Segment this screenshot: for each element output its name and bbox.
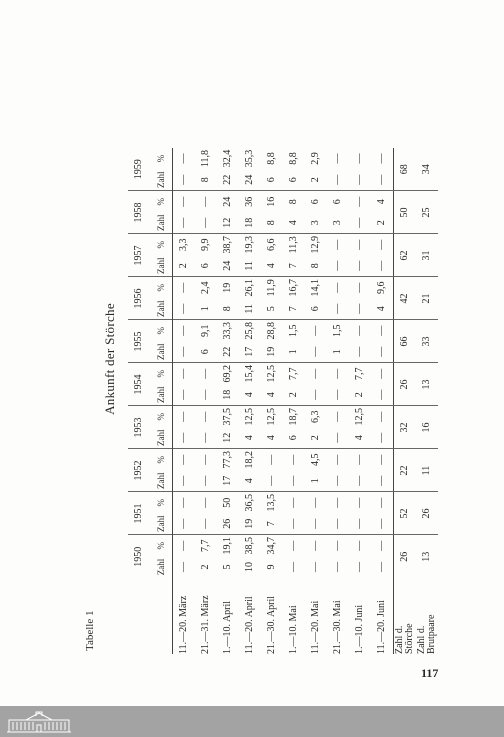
count-cell: — [327,384,349,406]
percent-cell: 28,8 [266,322,277,340]
count-cell: — [327,298,349,320]
count-cell: — [327,427,349,449]
percent-subheader: % [150,363,173,384]
percent-cell: 34,7 [266,537,277,555]
summary-value: 26 [394,535,417,578]
percent-subheader: % [150,234,173,255]
count-cell: 1 [327,341,349,363]
summary-row [416,148,438,654]
count-cell: — [349,513,371,535]
percent-cell: — [354,325,365,336]
count-cell: 5 [222,564,233,570]
count-cell: — [332,562,343,572]
count-cell: — [173,513,196,535]
summary-value: 13 [421,551,432,562]
count-cell: — [173,169,196,191]
count-cell: 4 [261,384,283,406]
percent-subheader: % [150,277,173,298]
row-label: 11.—20. Juni [376,600,387,654]
count-subheader: Zahl [150,513,173,535]
percent-cell: — [266,454,277,465]
count-cell: 2 [305,169,327,191]
percent-cell: 12,9 [310,236,321,254]
percent-cell: 9,1 [200,324,211,337]
count-cell: — [349,169,371,191]
count-cell: — [371,513,394,535]
percent-cell: — [200,497,211,508]
count-cell: 8 [305,255,327,277]
summary-value: 22 [394,449,417,492]
count-cell: 7 [261,513,283,535]
count-cell: 4 [349,427,371,449]
count-subheader: Zahl [150,427,173,449]
count-cell: 2 [283,384,305,406]
count-cell: 18 [239,212,261,234]
percent-cell: 50 [222,497,233,508]
percent-cell: 25,8 [244,322,255,340]
percent-cell: — [354,282,365,293]
percent-cell: — [178,540,189,551]
count-cell: — [327,169,349,191]
count-cell: 11 [239,298,261,320]
percent-cell: 8 [288,199,299,205]
percent-cell: 15,4 [244,365,255,383]
percent-cell: — [354,497,365,508]
count-cell: 24 [239,169,261,191]
count-cell: 17 [239,341,261,363]
count-cell: 6 [283,169,305,191]
percent-cell: — [310,368,321,379]
percent-cell: — [332,368,343,379]
count-cell: — [305,384,327,406]
count-cell: 22 [217,341,239,363]
row-label: 11.—20. März [178,595,189,654]
year-header: 1954 [128,363,150,406]
percent-cell: — [178,454,189,465]
count-cell: 9 [266,564,277,570]
percent-cell: 36,5 [244,494,255,512]
percent-cell: — [376,454,387,465]
percent-cell: — [354,239,365,250]
count-cell: — [195,513,217,535]
table-row [195,148,217,654]
summary-value: 26 [416,492,438,535]
percent-cell: — [178,196,189,207]
count-cell: 6 [195,341,217,363]
count-cell: 2 [371,212,394,234]
year-header: 1950 [133,546,144,567]
percent-cell: 37,5 [222,408,233,426]
percent-cell: — [376,411,387,422]
count-cell: 1 [195,298,217,320]
percent-cell: 18,2 [244,451,255,469]
percent-cell: 11,3 [288,236,299,254]
percent-cell: 69,2 [222,365,233,383]
library-footer-bar [0,706,504,737]
count-cell: 2 [200,564,211,570]
count-cell: 6 [305,298,327,320]
count-cell: — [371,384,394,406]
count-cell: — [327,513,349,535]
percent-cell: — [332,497,343,508]
percent-cell: 6,6 [266,238,277,251]
year-header: 1956 [128,277,150,320]
count-subheader: Zahl [150,255,173,277]
percent-cell: 1,5 [332,324,343,337]
percent-cell: 12,5 [266,365,277,383]
percent-subheader: % [150,535,173,556]
year-header: 1957 [128,234,150,277]
count-cell: 2 [305,427,327,449]
count-subheader: Zahl [150,212,173,234]
summary-value: 32 [394,406,417,449]
percent-cell: — [376,540,387,551]
row-label: 21.—31. März [200,595,211,654]
percent-subheader: % [150,406,173,427]
table-row [371,148,394,654]
count-cell: — [310,562,321,572]
summary-value: 11 [416,449,438,492]
percent-cell: 2,9 [310,152,321,165]
year-header: 1953 [128,406,150,449]
count-cell: — [173,470,196,492]
percent-cell: 6 [310,199,321,205]
percent-cell: 19,3 [244,236,255,254]
count-cell: — [173,384,196,406]
count-cell: 12 [217,212,239,234]
year-header: 1958 [128,191,150,234]
count-subheader: Zahl [150,470,173,492]
table-heading: Ankunft der Störche [102,303,117,415]
count-cell: 6 [283,427,305,449]
percent-cell: 36 [244,196,255,207]
percent-cell: — [200,454,211,465]
summary-value: 52 [394,492,417,535]
percent-cell: — [354,454,365,465]
percent-cell: 38,7 [222,236,233,254]
percent-cell: 11,8 [200,149,211,168]
percent-cell: 8,8 [288,152,299,165]
count-cell: — [349,212,371,234]
row-label: 11.—20. April [244,596,255,654]
row-label: 1.—10. April [222,600,233,654]
summary-value: 42 [394,277,417,320]
count-cell: — [371,255,394,277]
summary-value: 25 [416,191,438,234]
table-row [327,148,349,654]
percent-cell: — [376,153,387,164]
count-cell: — [178,562,189,572]
percent-cell: — [200,368,211,379]
row-label: 11.—20. Mai [310,600,321,654]
percent-cell: — [178,411,189,422]
count-cell: — [173,212,196,234]
count-cell: 6 [195,255,217,277]
percent-cell: 4,5 [310,453,321,466]
count-cell: — [349,470,371,492]
percent-cell: 6 [332,199,343,205]
count-cell: 1 [305,470,327,492]
percent-cell: — [376,239,387,250]
subheader-row [150,148,173,654]
count-cell: 4 [371,298,394,320]
table-row [173,148,196,654]
count-cell: 24 [217,255,239,277]
percent-cell: 12,5 [244,408,255,426]
percent-cell: 26,1 [244,279,255,297]
stork-arrival-table [128,148,438,654]
percent-subheader: % [150,191,173,212]
percent-subheader: % [150,148,173,169]
count-cell: 4 [239,427,261,449]
count-cell: — [327,470,349,492]
count-cell: 1 [283,341,305,363]
percent-cell: — [376,497,387,508]
percent-cell: — [332,454,343,465]
count-cell: — [371,169,394,191]
count-subheader: Zahl [150,169,173,191]
percent-cell: 16,7 [288,279,299,297]
summary-label-line2: Störche [404,623,415,654]
count-cell: — [195,384,217,406]
summary-value: 16 [416,406,438,449]
percent-cell: — [332,540,343,551]
count-cell: — [327,255,349,277]
percent-cell: 13,5 [266,494,277,512]
count-cell: — [195,212,217,234]
count-cell: 4 [239,384,261,406]
count-cell: — [376,562,387,572]
percent-cell: 18,7 [288,408,299,426]
percent-cell: 2,4 [200,281,211,294]
summary-value: 50 [394,191,417,234]
row-label: 21.—30. Mai [332,600,343,654]
table-row [305,148,327,654]
percent-cell: 9,9 [200,238,211,251]
percent-subheader: % [150,449,173,470]
percent-cell: 32,4 [222,149,233,168]
summary-label-line2: Brutpaare [426,614,437,654]
count-cell: — [349,255,371,277]
percent-cell: — [178,282,189,293]
summary-value: 26 [394,363,417,406]
percent-cell: 1,5 [288,324,299,337]
table-row [217,148,239,654]
count-subheader: Zahl [150,341,173,363]
percent-cell: 8,8 [266,152,277,165]
summary-value: 34 [416,148,438,191]
summary-label [416,578,438,654]
percent-cell: 16 [266,196,277,207]
count-subheader: Zahl [150,384,173,406]
percent-cell: — [332,282,343,293]
percent-cell: 7,7 [288,367,299,380]
percent-cell: 7,7 [354,367,365,380]
row-label: 21.—30. April [266,595,277,654]
count-cell: 8 [195,169,217,191]
count-cell: — [173,341,196,363]
percent-cell: 35,3 [244,149,255,168]
count-cell: — [349,341,371,363]
corner-cell-sub [150,578,173,654]
count-cell: 26 [217,513,239,535]
percent-cell: — [288,497,299,508]
year-header-row [128,148,150,654]
row-label: 1.—10. Juni [354,604,365,654]
count-cell: — [354,562,365,572]
count-cell: 5 [261,298,283,320]
corner-cell [128,578,150,654]
count-cell: — [288,562,299,572]
count-cell: 17 [217,470,239,492]
percent-cell: — [354,540,365,551]
count-cell: 4 [261,427,283,449]
count-cell: — [173,427,196,449]
count-cell: 4 [283,212,305,234]
percent-cell: — [178,153,189,164]
count-cell: 3 [327,212,349,234]
count-subheader: Zahl [150,298,173,320]
percent-subheader: % [150,320,173,341]
summary-row [394,148,417,654]
count-cell: — [283,470,305,492]
count-cell: 19 [239,513,261,535]
count-cell: 4 [261,255,283,277]
count-cell: — [261,470,283,492]
percent-cell: 9,6 [376,281,387,294]
percent-cell: — [288,540,299,551]
percent-cell: — [200,411,211,422]
summary-value: 21 [416,277,438,320]
count-cell: 8 [261,212,283,234]
year-header: 1955 [128,320,150,363]
summary-label-line1: Zahl d. [416,625,427,654]
summary-value: 31 [416,234,438,277]
summary-value: 13 [416,363,438,406]
percent-cell: — [332,239,343,250]
count-cell: 4 [239,470,261,492]
percent-cell: 12,5 [266,408,277,426]
percent-cell: — [288,454,299,465]
summary-label-line1: Zahl d. [394,625,405,654]
percent-cell: — [332,153,343,164]
count-cell: — [305,341,327,363]
table-row [349,148,371,654]
percent-cell: 12,5 [354,408,365,426]
percent-cell: — [200,196,211,207]
percent-cell: — [354,153,365,164]
percent-cell: — [310,325,321,336]
count-cell: — [305,513,327,535]
percent-cell: 4 [376,199,387,205]
count-cell: 22 [217,169,239,191]
percent-cell: — [332,411,343,422]
percent-cell: 38,5 [244,537,255,555]
percent-cell: 19 [222,282,233,293]
year-header: 1952 [128,449,150,492]
percent-cell: 3,3 [178,238,189,251]
year-header: 1951 [128,492,150,535]
count-cell: 12 [217,427,239,449]
summary-value: 66 [394,320,417,363]
library-building-logo [6,710,72,733]
percent-subheader: % [150,492,173,513]
count-cell: — [173,298,196,320]
percent-cell: 77,3 [222,451,233,469]
rotated-table-region [84,64,464,654]
table-row [283,148,305,654]
count-cell: — [371,427,394,449]
year-header: 1959 [128,148,150,191]
percent-cell: — [354,196,365,207]
percent-cell: 6,3 [310,410,321,423]
percent-cell: — [310,497,321,508]
count-cell: 10 [244,562,255,572]
count-cell: — [195,470,217,492]
percent-cell: 14,1 [310,279,321,297]
summary-value: 62 [394,234,417,277]
row-label: 1.—10. Mai [288,605,299,654]
count-cell: — [371,470,394,492]
count-cell: 7 [283,298,305,320]
count-cell: 11 [239,255,261,277]
count-cell: 19 [261,341,283,363]
percent-cell: 7,7 [200,539,211,552]
count-cell: — [371,341,394,363]
count-cell: 6 [261,169,283,191]
count-cell: — [283,513,305,535]
percent-cell: — [178,368,189,379]
percent-cell: — [376,368,387,379]
percent-cell: — [310,540,321,551]
table-row [239,148,261,654]
summary-value: 68 [394,148,417,191]
percent-cell: — [376,325,387,336]
percent-cell: 11,9 [266,279,277,297]
percent-cell: 24 [222,196,233,207]
table-label: Tabelle 1 [84,610,96,651]
count-cell: — [349,298,371,320]
count-cell: 18 [217,384,239,406]
count-cell: 7 [283,255,305,277]
percent-cell: — [178,325,189,336]
count-cell: — [195,427,217,449]
summary-value: 33 [416,320,438,363]
count-cell: 8 [217,298,239,320]
count-subheader: Zahl [150,556,173,578]
summary-label [394,578,417,654]
page-number: 117 [421,666,439,680]
count-cell: 3 [305,212,327,234]
percent-cell: 19,1 [222,537,233,555]
count-cell: 2 [173,255,196,277]
count-cell: 2 [349,384,371,406]
percent-cell: — [178,497,189,508]
percent-cell: 33,3 [222,322,233,340]
table-row [261,148,283,654]
